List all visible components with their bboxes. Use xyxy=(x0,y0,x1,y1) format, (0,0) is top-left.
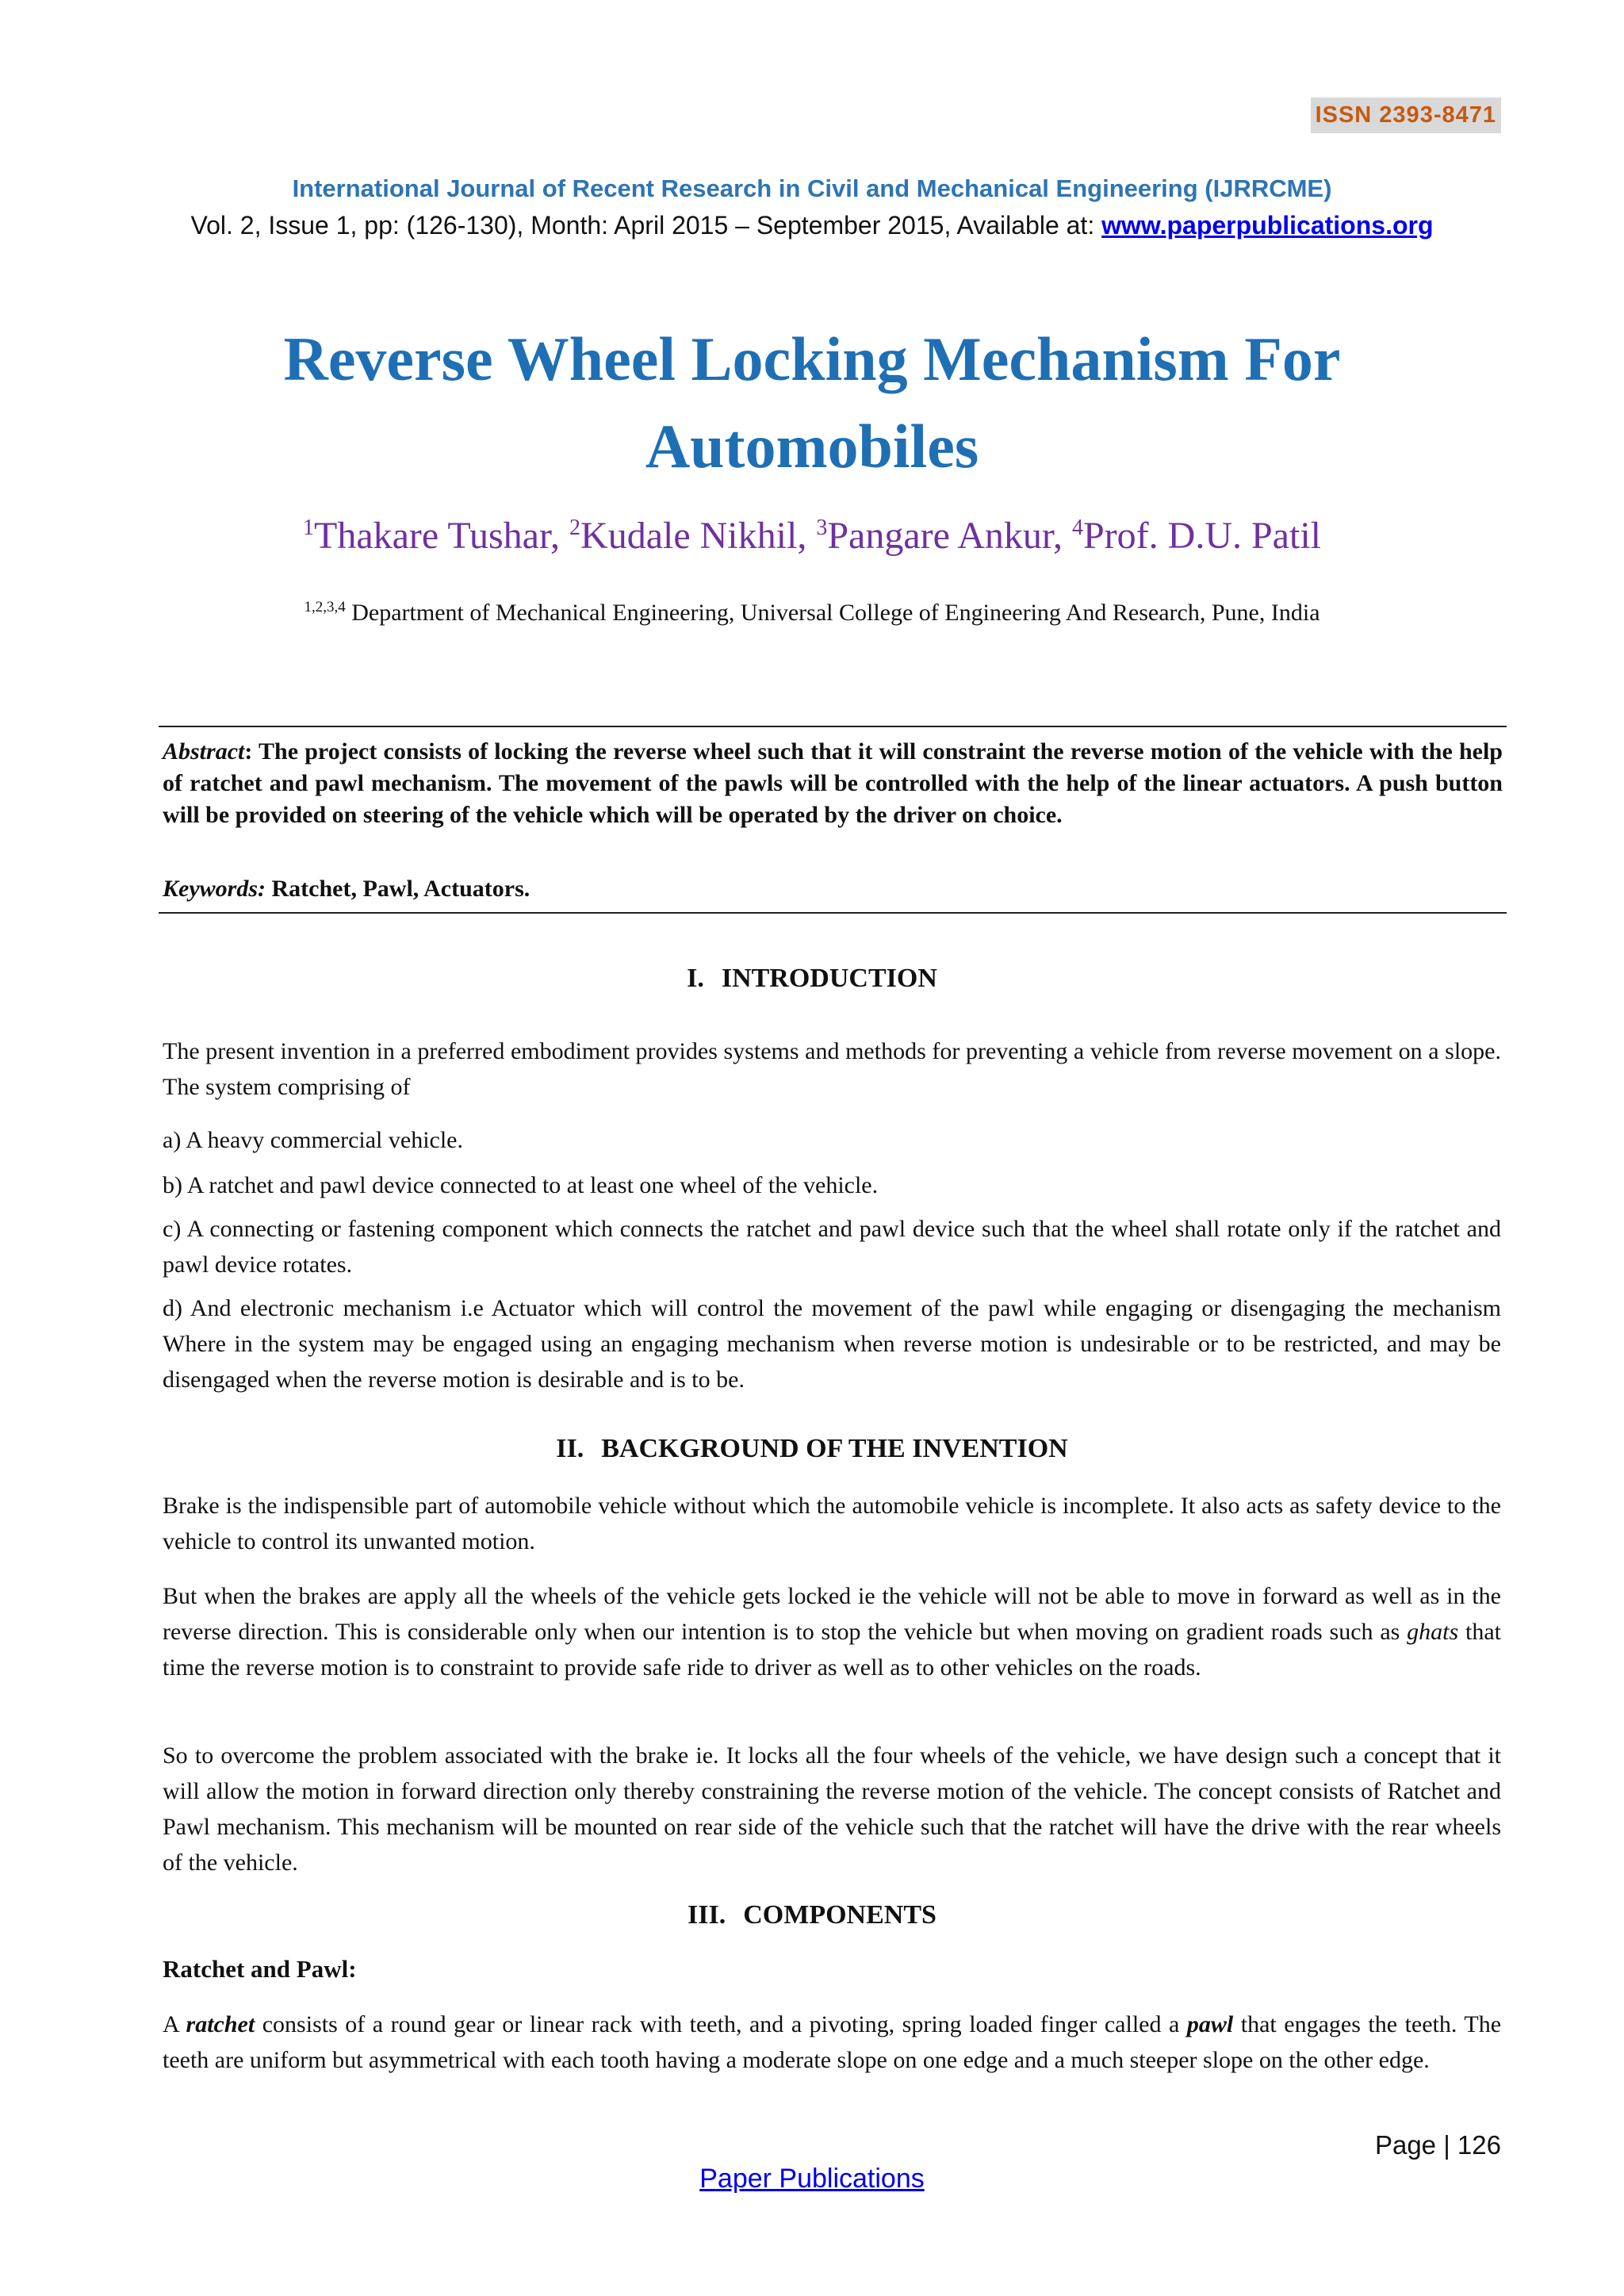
section-number: II. xyxy=(556,1434,584,1463)
background-p2-text-end: that time the reverse motion is to constraint to provide safe ride to driver as well as to other vehicles on the roads. xyxy=(163,1619,1501,1681)
author-name: Thakare Tushar, xyxy=(314,515,561,557)
page-number: Page | 126 xyxy=(1374,2130,1501,2160)
term-ratchet: ratchet xyxy=(186,2011,255,2037)
term-pawl: pawl xyxy=(1186,2011,1234,2037)
section-title: COMPONENTS xyxy=(743,1900,936,1930)
background-p2-text: But when the brakes are apply all the wheels of the vehicle gets locked ie the vehicle will not be able to move in forward as well as in the reverse direction. This is considerable only when our intention is to stop the vehicle but when moving on gradient roads such as xyxy=(163,1583,1501,1645)
section-number: I. xyxy=(687,964,704,993)
author-sup: 2 xyxy=(569,516,581,540)
background-p2-italic: ghats xyxy=(1407,1619,1459,1645)
issn-badge: ISSN 2393-8471 xyxy=(1311,98,1501,133)
components-text-end: that engages the teeth. The teeth are uniform but asymmetrical with each tooth having a moderate slope on one edge and a much steeper slope on the other edge. xyxy=(163,2011,1502,2073)
abstract-bottom-rule xyxy=(159,912,1507,914)
keywords-text: Ratchet, Pawl, Actuators. xyxy=(266,876,530,902)
components-paragraph xyxy=(163,2007,1501,2078)
intro-item-c: c) A connecting or fastening component which connects the ratchet and pawl device such that the wheel shall rotate only if the ratchet and pawl device rotates. xyxy=(163,1216,1501,1278)
section-heading-components xyxy=(0,1900,1624,1930)
author-name: Prof. D.U. Patil xyxy=(1082,515,1321,557)
intro-item-a: a) A heavy commercial vehicle. xyxy=(163,1127,463,1153)
author-sup: 4 xyxy=(1071,516,1083,540)
section-number: III. xyxy=(688,1900,726,1930)
title-line-1: Reverse Wheel Locking Mechanism For xyxy=(283,324,1341,393)
section-title: INTRODUCTION xyxy=(721,964,937,993)
background-paragraph-2 xyxy=(163,1578,1501,1685)
intro-paragraph: The present invention in a preferred embodiment provides systems and methods for preventing a vehicle from reverse movement on a slope. The system comprising of xyxy=(163,1038,1501,1100)
section-heading-introduction xyxy=(0,964,1624,994)
author-list xyxy=(0,514,1624,558)
abstract xyxy=(163,736,1503,831)
abstract-text: : The project consists of locking the reverse wheel such that it will constraint the reverse motion of the vehicle with the help of ratchet and pawl mechanism. The movement of the pawls will be controlled with the help of the linear actuators. A push button will be provided on steering of the vehicle which will be operated by the driver on choice. xyxy=(163,738,1503,828)
intro-item-d: d) And electronic mechanism i.e Actuator which will control the movement of the pawl while engaging or disengaging the mechanism Where in the system may be engaged using an engaging mechanism when reverse motion is undesirable or to be restricted, and may be disengaged when the reverse motion is desirable and is to be. xyxy=(163,1295,1501,1393)
subheading-ratchet-pawl: Ratchet and Pawl: xyxy=(163,1955,357,1983)
background-paragraph-1: Brake is the indispensible part of automobile vehicle without which the automobile vehicle is incomplete. It also acts as safety device to the vehicle to control its unwanted motion. xyxy=(163,1493,1501,1554)
abstract-top-rule xyxy=(159,726,1507,727)
website-link[interactable]: www.paperpublications.org xyxy=(1101,211,1434,240)
background-paragraph-3: So to overcome the problem associated with the brake ie. It locks all the four wheels of the vehicle, we have design such a concept that it will allow the motion in forward direction only thereby constraining the reverse motion of the vehicle. The concept consists of Ratchet and Pawl mechanism. This mechanism will be mounted on rear side of the vehicle such that the ratchet will have the drive with the rear wheels of the vehicle. xyxy=(163,1742,1501,1876)
keywords xyxy=(163,876,1503,903)
affiliation-sup: 1,2,3,4 xyxy=(304,599,346,615)
abstract-label: Abstract xyxy=(163,738,245,765)
affiliation xyxy=(0,599,1624,627)
publisher-link[interactable]: Paper Publications xyxy=(699,2164,925,2194)
section-heading-background xyxy=(0,1434,1624,1464)
journal-name: International Journal of Recent Research in Civil and Mechanical Engineering (IJRRCME) xyxy=(292,174,1332,202)
paper-title xyxy=(0,316,1624,490)
volume-line xyxy=(0,211,1624,240)
author-name: Kudale Nikhil, xyxy=(580,515,807,557)
title-line-2: Automobiles xyxy=(645,412,979,481)
components-text: A xyxy=(163,2011,186,2037)
intro-item-b: b) A ratchet and pawl device connected to at least one wheel of the vehicle. xyxy=(163,1172,879,1198)
author-sup: 1 xyxy=(303,516,314,540)
volume-text: Vol. 2, Issue 1, pp: (126-130), Month: April 2015 – September 2015, Available at: xyxy=(190,211,1102,240)
author-sup: 3 xyxy=(816,516,828,540)
affiliation-text: Department of Mechanical Engineering, Universal College of Engineering And Research, Pune, India xyxy=(345,600,1320,626)
author-name: Pangare Ankur, xyxy=(827,515,1063,557)
components-text-mid: consists of a round gear or linear rack with teeth, and a pivoting, spring loaded finger called a xyxy=(255,2011,1187,2037)
keywords-label: Keywords: xyxy=(163,876,266,902)
section-title: BACKGROUND OF THE INVENTION xyxy=(601,1434,1068,1463)
